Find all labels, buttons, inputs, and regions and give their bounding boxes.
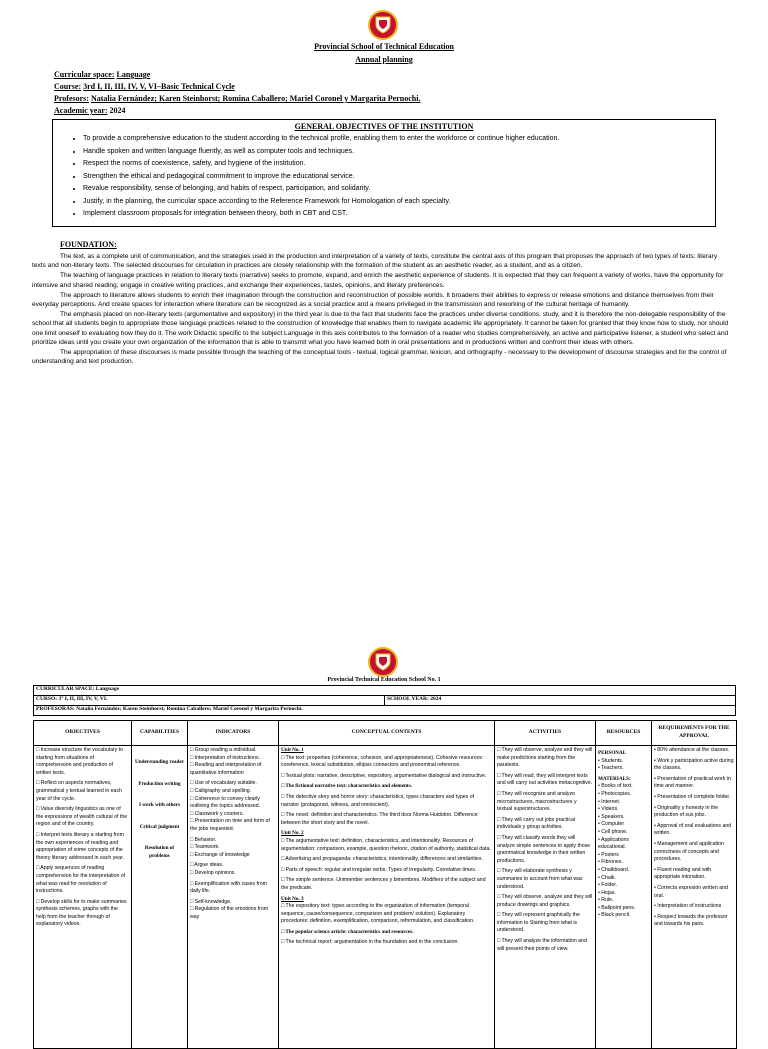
list-item: □ Argue ideas. — [190, 862, 224, 869]
list-item: □ They will recognize and analyze microstructures, macrostructures y textual superstructures. — [497, 790, 577, 813]
school-year-cell: SCHOOL YEAR: 2024 — [385, 696, 736, 706]
planning-table — [33, 720, 737, 1049]
teachers-value: Natalia Fernández; Karen Steinhorst; Romina Caballero; Mariel Coronel y Margarita Pernochi. — [90, 94, 421, 103]
list-item: □ Interpret texts literary a starting from the own experiences of reading and appropriation of some concepts of the theory literary addressed in each year. — [36, 831, 124, 861]
list-item: • Approval of oral evaluations and written. — [654, 822, 732, 837]
course-value: 3rd I, II, III, IV, V, VI–Basic Technical Cycle — [83, 82, 235, 91]
objectives-cell — [34, 746, 132, 1049]
list-item: • Black pencil. — [598, 912, 631, 919]
list-item: • Correcta expresión written and oral. — [654, 884, 728, 899]
academic-year — [54, 106, 126, 115]
header-requirements: REQUIREMENTS FOR THE APPROVAL — [652, 721, 737, 746]
list-item: □ Interpretation of instructions. — [190, 754, 261, 761]
list-item: □ They will carry out jobs practical individuals y group activities. — [497, 816, 575, 831]
teachers — [54, 94, 420, 103]
general-objectives-box — [52, 119, 716, 227]
requirement: Fluent reading and with appropriate intonation. — [654, 866, 712, 881]
resource-item: Cell phone. — [601, 828, 628, 835]
list-item: □ Textual plots: narrative, descriptive, expository, argumentative dialogical and instructive. — [281, 772, 487, 779]
list-item: • Presentation of practical work in time and manner. — [654, 775, 731, 790]
objective-item: • Revalue responsibility, sense of belonging, and habits of respect, participation, and solidarity. — [83, 183, 715, 196]
list-item: □ The novel: definition and characteristics. The third door Norma Huidobro. Difference between the short story and the novel. — [281, 812, 478, 826]
capabilities-cell — [132, 746, 188, 1049]
objective-item: • Handle spoken and written language fluently, as well as computer tools and techniques. — [83, 146, 715, 159]
objective-item: • Justify, in the planning, the curricular space according to the Reference Framework for Homologation of each specialty. — [83, 196, 715, 209]
capability: Understanding reader — [134, 759, 185, 765]
curricular-space-cell: CURRICULAR SPACE: Language — [34, 686, 736, 696]
resources-personal-title: PERSONAL — [598, 750, 627, 756]
unit-title: Unit No. 3 — [281, 895, 304, 902]
list-item: □ The popular science article: characteristics and resources. — [281, 928, 414, 935]
list-item: • Teachers. — [598, 765, 624, 772]
list-item: • Respect towards the professor and towards his pairs. — [654, 913, 728, 928]
foundation-paragraph: The emphasis placed on non-literary texts (argumentative and expository) in the third year is due to the fact that students face the practices under diverse conditions. study, and it is therefore the non-delegable responsibility of the school that all students begin to appropriate those language practices related to the construction of knowledge that enables them to navigate academic life appropriately. It cannot be taken for granted that they know how to study, nor should one limit oneself to evaluating how they do it. The work Didactic specific to the subject Language in this axis contributes to the formation of a reader who studies comprehensively, an active and participative listener, a student who select and prioritize ideas until you create your own organization of the information that is able to transmit what you have learned both in oral presentations and in productions written and confront their ideas with others. — [32, 311, 729, 346]
header-activities: ACTIVITIES — [495, 721, 596, 746]
resource-item: Hojas. — [601, 889, 616, 896]
list-item: • Presentation of complete folder. — [654, 793, 731, 800]
plan-header-table — [33, 685, 736, 716]
list-item: • Originality y honesty in the production of sus jobs. — [654, 804, 719, 819]
capability: Resolution of problems — [144, 845, 175, 859]
resource-item: Black pencil. — [601, 912, 631, 919]
curricular-space — [54, 70, 150, 79]
list-item: • Posters — [598, 851, 619, 858]
foundation-title: FOUNDATION: — [60, 240, 117, 249]
list-item: □ Classwork y couriers. — [190, 810, 244, 817]
requirement: Correcta expresión written and oral. — [654, 884, 728, 899]
resource-item: Speakers. — [601, 813, 625, 820]
list-item: □ The argumentative text: definition, characteristics, and intentionality. Resources of argumentation: comparison, example, question rhetoric, citation of authority, statistical data. — [281, 837, 491, 852]
resource-item: Fibrones. — [601, 859, 623, 866]
list-item: • Fibrones. — [598, 859, 623, 866]
resource-item: Videos. — [601, 806, 619, 813]
foundation-text — [32, 252, 732, 367]
requirement: Approval of oral evaluations and written. — [654, 822, 732, 837]
conceptual-contents-cell — [279, 746, 495, 1049]
list-item: • Interpretation of instructions — [654, 903, 722, 910]
resource-item: Photocopies. — [601, 790, 632, 797]
resource-item: Internet. — [601, 798, 621, 805]
list-item: □ Group reading a individual. — [190, 747, 257, 753]
capability: I work with others — [138, 802, 181, 809]
list-item: □ Increase structure the vocabulary to starting from situations of comprehension and production of written texts. — [36, 747, 124, 776]
requirement: Originality y honesty in the production of sus jobs. — [654, 804, 719, 819]
header-objectives: OBJECTIVES — [34, 721, 132, 746]
list-item: □ Coherence to convey clearly outlining the topics addressed. — [190, 795, 261, 810]
list-item: • Applications educational. — [598, 836, 629, 851]
school-name-2: Provincial Technical Education School No. 1 — [327, 677, 441, 683]
objective-item: • To provide a comprehensive education to the student according to the technical profile, enabling them to enter the workforce or continue higher education. — [83, 133, 715, 146]
list-item: □ They will analyze the information and will present their points of view. — [497, 938, 587, 952]
list-item: □ They will elaborate synthesis y summaries to account from what was understood. — [497, 868, 583, 890]
list-item: • Books of text. — [598, 783, 633, 790]
foundation-paragraph: The appropriation of these discourses is made possible through the teaching of the conceptual tools - textual, logical grammar, lexicon, and orthography - necessary to the development of discourse strategies and for the control of understanding and text production. — [32, 349, 727, 366]
list-item: □ Use of vocabulary suitable. — [190, 780, 257, 787]
resource-item: Computer — [601, 821, 625, 828]
foundation-paragraph: The teaching of language practices in relation to literary texts (narrative) seeks to promote, expand, and enrich the aesthetic experience of students. It is expected that they can frequent a variety of works, have the opportunity for intensive and shared reading, engage in creative writing practices, and exchange their experiences, tastes, opinions, and literary preferences. — [32, 272, 724, 289]
school-crest-icon — [368, 647, 398, 677]
list-item: • Photocopies. — [598, 790, 632, 797]
list-item: □ The technical report: argumentation in the foundation and in the conclusion. — [281, 939, 459, 946]
list-item: □ The fictional narrative text: characteristics and elements. — [281, 783, 412, 790]
list-item: • Management and application correctness of concepts and procedures. — [654, 840, 724, 863]
resource-item: Applications educational. — [598, 836, 629, 851]
resource-item: Folder. — [601, 882, 618, 889]
teachers-label: Profesors: — [54, 94, 89, 103]
header-capabilities: CAPABILITIES — [132, 721, 188, 746]
resource-item: Chalk. — [601, 874, 616, 881]
list-item: □ They will observe, analyze and they will make predictions starting from the paratexts. — [497, 747, 593, 769]
course — [54, 82, 235, 91]
resource-item: Books of text. — [601, 783, 633, 790]
list-item: • Hojas. — [598, 889, 616, 896]
resource-item: Ballpoint pens. — [601, 904, 636, 911]
header-conceptual-contents: CONCEPTUAL CONTENTS — [279, 721, 495, 746]
activities-cell — [495, 746, 596, 1049]
objectives-title: GENERAL OBJECTIVES OF THE INSTITUTION — [294, 122, 474, 131]
page-title: Annual planning — [355, 55, 413, 64]
list-item: • Videos. — [598, 806, 619, 813]
requirement: Work y participation active during the classes. — [654, 757, 734, 772]
resource-item: Posters — [601, 851, 619, 858]
list-item: • Folder. — [598, 882, 618, 889]
list-item: • Computer — [598, 821, 625, 828]
resource-item: Students. — [601, 757, 624, 764]
list-item: • Fluent reading and with appropriate intonation. — [654, 866, 712, 881]
school-name: Provincial School of Technical Education — [314, 42, 454, 51]
resource-item: Teachers. — [601, 765, 624, 772]
list-item: □ Teamwork. — [190, 844, 220, 851]
list-item: • Cell phone. — [598, 828, 628, 835]
resource-item: Chalkboard. — [601, 866, 630, 873]
requirement: Interpretation of instructions — [657, 903, 722, 910]
list-item: □ Develop opinions. — [190, 869, 236, 876]
school-crest-icon — [368, 10, 398, 40]
header-indicators: INDICATORS — [188, 721, 279, 746]
list-item: □ The detective story and horror story: characteristics, types characters and types of narrator (protagonist, witness, and omniscient). — [281, 793, 475, 808]
requirement: Management and application correctness of concepts and procedures. — [654, 840, 724, 863]
course-cell: CURSO: 3° I, II, III, IV, V, VI. — [34, 696, 385, 706]
resources-materials-title: MATERIALS: — [598, 775, 631, 782]
objective-item: • Implement classroom proposals for integration between theory, both in CBT and CST. — [83, 208, 715, 221]
year-value: 2024 — [109, 106, 126, 115]
requirement: Presentation of practical work in time and manner. — [654, 775, 731, 790]
list-item: □ Advertising and propaganda: characteristics, intentionality, differences and similarities. — [281, 856, 483, 863]
list-item: □ Exemplification with cases from daily life. — [190, 880, 267, 895]
requirement: Respect towards the professor and towards his pairs. — [654, 913, 728, 928]
objective-item: • Strengthen the ethical and pedagogical commitment to improve the educational service. — [83, 171, 715, 184]
resource-item: Rule. — [601, 897, 614, 904]
requirement: 80% attendance at the classes. — [657, 747, 730, 753]
list-item: □ They will read, they will interpret texts and will carry out activities metacognitive. — [497, 772, 593, 787]
list-item: □ The simple sentence. Unimember sentences y bimembres. Modifiers of the subject and the predicate. — [281, 877, 486, 891]
table-header-row — [34, 721, 737, 746]
list-item: □ Calligraphy and spelling. — [190, 787, 252, 794]
list-item: □ Self-knowledge. — [190, 898, 232, 905]
list-item: • Internet. — [598, 798, 621, 805]
requirements-cell — [652, 746, 737, 1049]
list-item: □ They will observe, analyze and they will produce drawings and graphics. — [497, 894, 593, 908]
teachers-cell: PROFESORAS: Natalia Fernández; Karen Steinhorst; Romina Caballero; Mariel Coronel y Margarita Pernochi. — [34, 706, 736, 716]
list-item: • Students. — [598, 757, 624, 764]
capability: Critical judgment — [139, 823, 180, 830]
resources-cell — [596, 746, 652, 1049]
foundation-paragraph: The text, as a complete unit of communication, and the strategies used in the production and interpretation of a variety of texts, constitute the central axis of this program that proposes the approach of two types of texts: literary texts and non-literary texts. The selected discourses for circulation in practices are closely relationship with the formation of the student as an aesthetic reader, as a student, and as a citizen. — [32, 253, 718, 270]
curricular-value: Language — [116, 70, 151, 79]
list-item: □ Parts of speech: regular and irregular verbs. Types of irregularity. Correlative times. — [281, 866, 477, 873]
requirement: Presentation of complete folder. — [657, 793, 731, 800]
objective-item: • Respect the norms of coexistence, safety, and hygiene of the institution. — [83, 158, 715, 171]
list-item: • Chalkboard. — [598, 866, 630, 873]
list-item: • 80% attendance at the classes. — [654, 747, 730, 753]
curricular-label: Curricular space: — [54, 70, 115, 79]
unit-title: Unit No. 1 — [281, 747, 304, 753]
course-label: Course: — [54, 82, 82, 91]
header-resources: RESOURCES — [596, 721, 652, 746]
indicators-cell — [188, 746, 279, 1049]
list-item: • Work y participation active during the classes. — [654, 757, 734, 772]
list-item: • Speakers. — [598, 813, 625, 820]
list-item: • Ballpoint pens. — [598, 904, 636, 911]
foundation-paragraph: The approach to literature allows students to enrich their imagination through the construction and reconstruction of possible worlds. It broadens their abilities to express or release emotions and distance themselves from their everyday perceptions. And create spaces for interaction where literature can be recognized as a social practice and a means privileged in the transmission and reworking of the cultural heritage of humanity. — [32, 291, 714, 309]
unit-title: Unit No. 2 — [281, 830, 304, 837]
objectives-list — [53, 133, 715, 221]
list-item: □ Develop skills for to make summaries synthesis schemes, graphs with the help from the teacher through of explanatory videos. — [36, 898, 127, 928]
list-item: □ Presentation on time and form of the jobs requested. — [190, 818, 270, 832]
list-item: □ The expository text: types according to the organization of information (temporal sequence, cause/consequence, comparison and problem/ solution). Explanatory procedures: definition, exemplification, comparison, reformulation, and classification. — [281, 903, 475, 925]
list-item: □ They will classify words they will analyze simple sentences to apply those grammatical knowledge in their written productions. — [497, 834, 591, 864]
list-item: □ Reading and interpretation of quantitative information — [190, 762, 262, 776]
list-item: □ Reflect on aspects normatives, grammatical y textual learned in each year of the cycle. — [36, 780, 122, 802]
table-row — [34, 746, 737, 1049]
year-label: Academic year: — [54, 106, 108, 115]
capability: Production writing — [138, 780, 181, 787]
list-item: □ Apply sequences of reading comprehension for the interpretation of what was read for resolution of instructions. — [36, 865, 126, 895]
list-item: □ Exchange of knowledge — [190, 851, 250, 858]
list-item: □ They will represent graphically the information to Starting from what is understood. — [497, 912, 580, 934]
list-item: • Chalk. — [598, 874, 616, 881]
list-item: □ Value diversity linguistics as one of the expressions of wealth cultural of the region and of the country. — [36, 806, 128, 828]
list-item: □ Behavior. — [190, 836, 217, 843]
list-item: □ The text: properties (coherence, cohesion, and appropriateness). Cohesive resources: coreference, lexical substitution, ellipsis connectors and pronominal reference. — [281, 754, 484, 769]
list-item: □ Regulation of the emotions from way — [190, 906, 269, 920]
list-item: • Rule. — [598, 897, 614, 904]
